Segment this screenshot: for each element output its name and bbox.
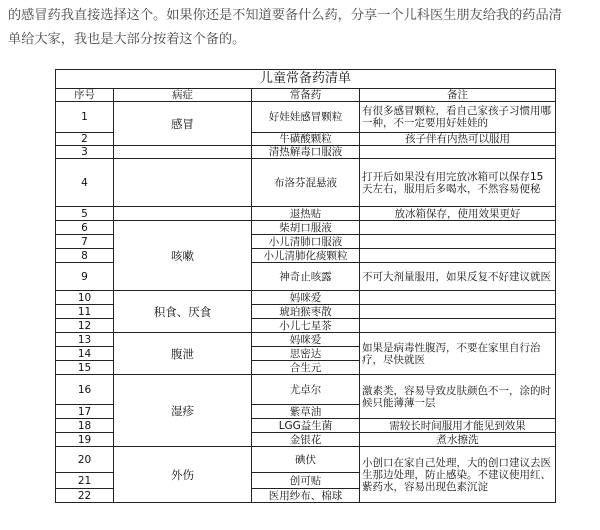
- medicine-cell: 牛磺酸颗粒: [252, 133, 360, 146]
- medicine-cell: 小儿七星茶: [252, 319, 360, 333]
- disease-cell-trauma: 外伤: [114, 447, 252, 503]
- table-row: [56, 146, 556, 159]
- seq-cell: 4: [56, 159, 114, 207]
- intro-text: [8, 4, 592, 52]
- note-cell-empty: [360, 249, 556, 263]
- medicine-cell: 妈咪爱: [252, 291, 360, 305]
- note-cell: 孩子伴有内热可以服用: [360, 133, 556, 146]
- medicine-cell: 小儿清肺化痰颗粒: [252, 249, 360, 263]
- header-disease: 病症: [114, 89, 252, 102]
- medicine-cell: 清热解毒口服液: [252, 146, 360, 159]
- table-row: [56, 102, 556, 133]
- seq-cell: 3: [56, 146, 114, 159]
- table-row: [56, 221, 556, 235]
- seq-cell: 10: [56, 291, 114, 305]
- seq-cell: 16: [56, 375, 114, 405]
- note-cell: 不可大剂量服用，如果反复不好建议就医: [360, 263, 556, 291]
- note-cell-empty: [360, 291, 556, 305]
- table-header-row: [56, 89, 556, 102]
- disease-cell-food: 积食、厌食: [114, 291, 252, 333]
- medicine-cell: 神奇止咳露: [252, 263, 360, 291]
- medicine-cell: 琥珀猴枣散: [252, 305, 360, 319]
- seq-cell: 7: [56, 235, 114, 249]
- medicine-cell: 退热贴: [252, 207, 360, 221]
- medicine-cell: 创可贴: [252, 473, 360, 489]
- note-cell-empty: [360, 319, 556, 333]
- seq-cell: 9: [56, 263, 114, 291]
- seq-cell: 12: [56, 319, 114, 333]
- disease-cell-empty: [114, 207, 252, 221]
- medicine-cell: 紫草油: [252, 405, 360, 419]
- medicine-cell: 尤卓尔: [252, 375, 360, 405]
- disease-cell-diarrhea: 腹泄: [114, 333, 252, 375]
- seq-cell: 6: [56, 221, 114, 235]
- note-cell: 小创口在家自己处理，大的创口建议去医生那边处理，防止感染。不建议使用红、紫药水，容易出现色素沉淀: [360, 447, 556, 503]
- seq-cell: 11: [56, 305, 114, 319]
- header-note: 备注: [360, 89, 556, 102]
- table-row: [56, 159, 556, 207]
- note-cell-empty: [360, 221, 556, 235]
- medicine-table: [55, 69, 556, 503]
- header-medicine: 常备药: [252, 89, 360, 102]
- seq-cell: 18: [56, 419, 114, 433]
- medicine-cell: 思密达: [252, 347, 360, 361]
- seq-cell: 1: [56, 102, 114, 133]
- note-cell: 激素类，容易导致皮肤颜色不一，涂的时候只能薄薄一层: [360, 375, 556, 419]
- medicine-cell: 柴胡口服液: [252, 221, 360, 235]
- seq-cell: 2: [56, 133, 114, 146]
- table-row: [56, 291, 556, 305]
- seq-cell: 21: [56, 473, 114, 489]
- medicine-cell: 金银花: [252, 433, 360, 447]
- note-cell: 有很多感冒颗粒，看自己家孩子习惯用哪一种，不一定要用好娃娃的: [360, 102, 556, 133]
- seq-cell: 20: [56, 447, 114, 473]
- medicine-cell: 小儿清肺口服液: [252, 235, 360, 249]
- table-row: [56, 447, 556, 473]
- medicine-cell: 碘伏: [252, 447, 360, 473]
- intro-line-2: 单给大家，我也是大部分按着这个备的。: [8, 32, 246, 47]
- note-cell: 需较长时间服用才能见到效果: [360, 419, 556, 433]
- medicine-cell: 医用纱布、棉球: [252, 489, 360, 503]
- disease-cell-empty: [114, 159, 252, 207]
- note-cell-empty: [360, 235, 556, 249]
- note-cell: 放冰箱保存，使用效果更好: [360, 207, 556, 221]
- disease-cell-cough: 咳嗽: [114, 221, 252, 291]
- seq-cell: 22: [56, 489, 114, 503]
- note-cell-empty: [360, 305, 556, 319]
- table-row: [56, 333, 556, 347]
- note-cell: 如果是病毒性腹泻，不要在家里自行治疗，尽快就医: [360, 333, 556, 375]
- table-row: [56, 375, 556, 405]
- table-row: [56, 207, 556, 221]
- disease-cell-cold: 感冒: [114, 102, 252, 146]
- medicine-table-image: [55, 69, 555, 503]
- disease-cell-eczema: 湿疹: [114, 375, 252, 447]
- medicine-cell: 布洛芬混悬液: [252, 159, 360, 207]
- seq-cell: 13: [56, 333, 114, 347]
- seq-cell: 17: [56, 405, 114, 419]
- seq-cell: 15: [56, 361, 114, 375]
- medicine-cell: 好娃娃感冒颗粒: [252, 102, 360, 133]
- note-cell: 煮水擦洗: [360, 433, 556, 447]
- seq-cell: 19: [56, 433, 114, 447]
- note-cell: 打开后如果没有用完放冰箱可以保存15天左右，服用后多喝水，不然容易便秘: [360, 159, 556, 207]
- intro-line-1: 的感冒药我直接选择这个。如果你还是不知道要备什么药，分享一个儿科医生朋友给我的药品清: [8, 8, 562, 23]
- seq-cell: 14: [56, 347, 114, 361]
- header-seq: 序号: [56, 89, 114, 102]
- medicine-cell: LGG益生菌: [252, 419, 360, 433]
- table-title: 儿童常备药清单: [56, 70, 556, 89]
- disease-cell-empty: [114, 146, 252, 159]
- seq-cell: 5: [56, 207, 114, 221]
- medicine-cell: 合生元: [252, 361, 360, 375]
- note-cell-empty: [360, 146, 556, 159]
- seq-cell: 8: [56, 249, 114, 263]
- medicine-cell: 妈咪爱: [252, 333, 360, 347]
